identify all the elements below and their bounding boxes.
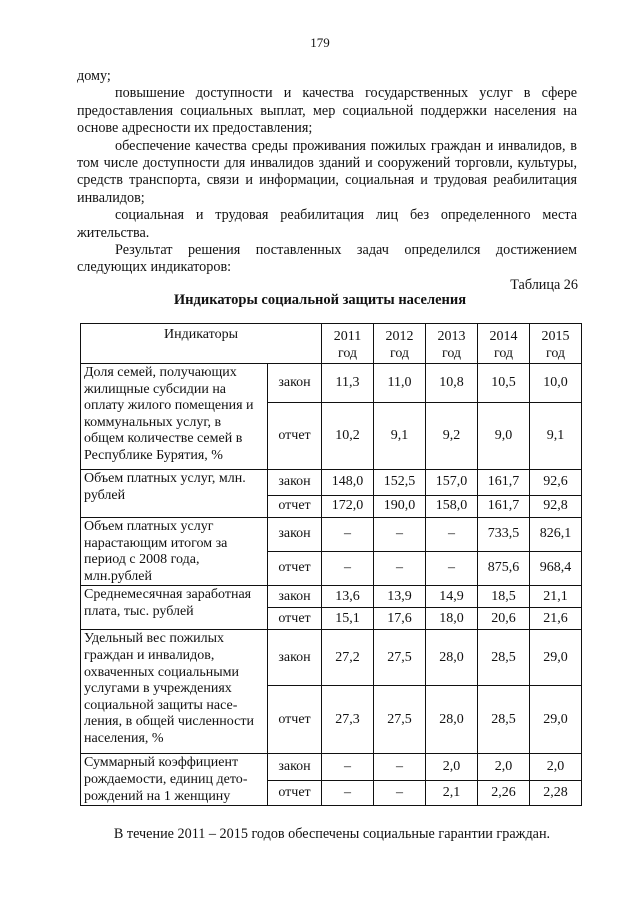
value-cell: 27,3 (322, 686, 374, 754)
value-cell: 27,5 (374, 686, 426, 754)
value-cell: 10,5 (478, 364, 530, 403)
paragraph: дому; (77, 68, 111, 84)
row-type: отчет (268, 686, 322, 754)
row-type: отчет (268, 496, 322, 518)
value-cell: 161,7 (478, 496, 530, 518)
value-cell: 875,6 (478, 552, 530, 586)
table-row (81, 518, 582, 552)
table-label: Таблица 26 (510, 277, 578, 293)
value-cell: 9,2 (426, 403, 478, 470)
value-cell: 9,1 (530, 403, 582, 470)
value-cell: – (322, 781, 374, 806)
body-text (77, 68, 577, 277)
header-year: 2013 год (426, 324, 478, 364)
value-cell: 21,6 (530, 608, 582, 630)
value-cell: 13,6 (322, 586, 374, 608)
paragraph: социальная и трудовая реабилитация лиц без определенного места жительства. (77, 207, 577, 241)
row-type: отчет (268, 403, 322, 470)
value-cell: 20,6 (478, 608, 530, 630)
header-year: 2011 год (322, 324, 374, 364)
table-row (81, 364, 582, 403)
value-cell: 92,6 (530, 470, 582, 496)
value-cell: 13,9 (374, 586, 426, 608)
value-cell: 17,6 (374, 608, 426, 630)
value-cell: – (426, 552, 478, 586)
value-cell: 2,0 (478, 754, 530, 781)
value-cell: – (322, 552, 374, 586)
header-year: 2012 год (374, 324, 426, 364)
row-type: отчет (268, 781, 322, 806)
indicator-name: Объем платных услуг нарастающим итогом за период с 2008 года, млн.рублей (81, 518, 268, 586)
value-cell: 10,2 (322, 403, 374, 470)
header-year: 2015 год (530, 324, 582, 364)
row-type: закон (268, 586, 322, 608)
value-cell: 9,0 (478, 403, 530, 470)
value-cell: 157,0 (426, 470, 478, 496)
indicator-name: Доля семей, получающих жилищные субсидии на оплату жилого помещения и коммунальных услуг, в общем количестве семей в Республике Бурятия, % (81, 364, 268, 470)
table-title: Индикаторы социальной защиты населения (173, 292, 467, 308)
value-cell: 2,0 (426, 754, 478, 781)
paragraph: повышение доступности и качества государственных услуг в сфере предоставления социальных выплат, мер социальной поддержки населения на основе адресности их предоставления; (77, 85, 577, 137)
value-cell: 10,8 (426, 364, 478, 403)
value-cell: 28,0 (426, 630, 478, 686)
page-number: 179 (310, 35, 330, 50)
value-cell: 152,5 (374, 470, 426, 496)
indicators-table (80, 323, 582, 806)
row-type: закон (268, 630, 322, 686)
row-type: закон (268, 518, 322, 552)
value-cell: 2,28 (530, 781, 582, 806)
value-cell: 28,5 (478, 630, 530, 686)
row-type: закон (268, 364, 322, 403)
row-type: закон (268, 754, 322, 781)
value-cell: 161,7 (478, 470, 530, 496)
table-row (81, 630, 582, 686)
value-cell: 2,26 (478, 781, 530, 806)
value-cell: 733,5 (478, 518, 530, 552)
value-cell: 15,1 (322, 608, 374, 630)
value-cell: 14,9 (426, 586, 478, 608)
value-cell: 10,0 (530, 364, 582, 403)
value-cell: 21,1 (530, 586, 582, 608)
value-cell: 11,0 (374, 364, 426, 403)
value-cell: 190,0 (374, 496, 426, 518)
value-cell: 29,0 (530, 630, 582, 686)
value-cell: 18,5 (478, 586, 530, 608)
table-row (81, 470, 582, 496)
value-cell: 2,0 (530, 754, 582, 781)
row-type: отчет (268, 552, 322, 586)
header-year: 2014 год (478, 324, 530, 364)
table-row (81, 586, 582, 608)
paragraph: Результат решения поставленных задач определился достижением следующих индикаторов: (77, 242, 577, 276)
value-cell: – (374, 754, 426, 781)
value-cell: 92,8 (530, 496, 582, 518)
row-type: закон (268, 470, 322, 496)
value-cell: 28,5 (478, 686, 530, 754)
indicator-name: Удельный вес пожилых граждан и инвалидов, охваченных социальными услугами в учреждениях социальной защиты населения, в общей численности населения, % (81, 630, 268, 754)
indicator-name: Среднемесячная заработная плата, тыс. рублей (81, 586, 268, 630)
value-cell: 27,2 (322, 630, 374, 686)
value-cell: – (374, 781, 426, 806)
value-cell: 158,0 (426, 496, 478, 518)
table-header-row (81, 324, 582, 364)
indicator-name: Суммарный коэффициент рождаемости, единиц деторождений на 1 женщину (81, 754, 268, 806)
header-indicator: Индикаторы (81, 324, 322, 364)
indicator-name: Объем платных услуг, млн. рублей (81, 470, 268, 518)
value-cell: – (374, 552, 426, 586)
value-cell: 2,1 (426, 781, 478, 806)
value-cell: 29,0 (530, 686, 582, 754)
value-cell: 28,0 (426, 686, 478, 754)
value-cell: 11,3 (322, 364, 374, 403)
value-cell: – (322, 518, 374, 552)
paragraph: обеспечение качества среды проживания пожилых граждан и инвалидов, в том числе доступности для инвалидов зданий и сооружений торговли, культуры, средств транспорта, связи и информации, социальная и трудовая реабилитация инвалидов; (77, 137, 577, 206)
value-cell: 18,0 (426, 608, 478, 630)
value-cell: – (322, 754, 374, 781)
row-type: отчет (268, 608, 322, 630)
value-cell: 968,4 (530, 552, 582, 586)
value-cell: 148,0 (322, 470, 374, 496)
footer-text: В течение 2011 – 2015 годов обеспечены социальные гарантии граждан. (113, 826, 551, 842)
value-cell: 826,1 (530, 518, 582, 552)
value-cell: – (374, 518, 426, 552)
value-cell: 172,0 (322, 496, 374, 518)
value-cell: 27,5 (374, 630, 426, 686)
value-cell: – (426, 518, 478, 552)
value-cell: 9,1 (374, 403, 426, 470)
table-row (81, 754, 582, 781)
